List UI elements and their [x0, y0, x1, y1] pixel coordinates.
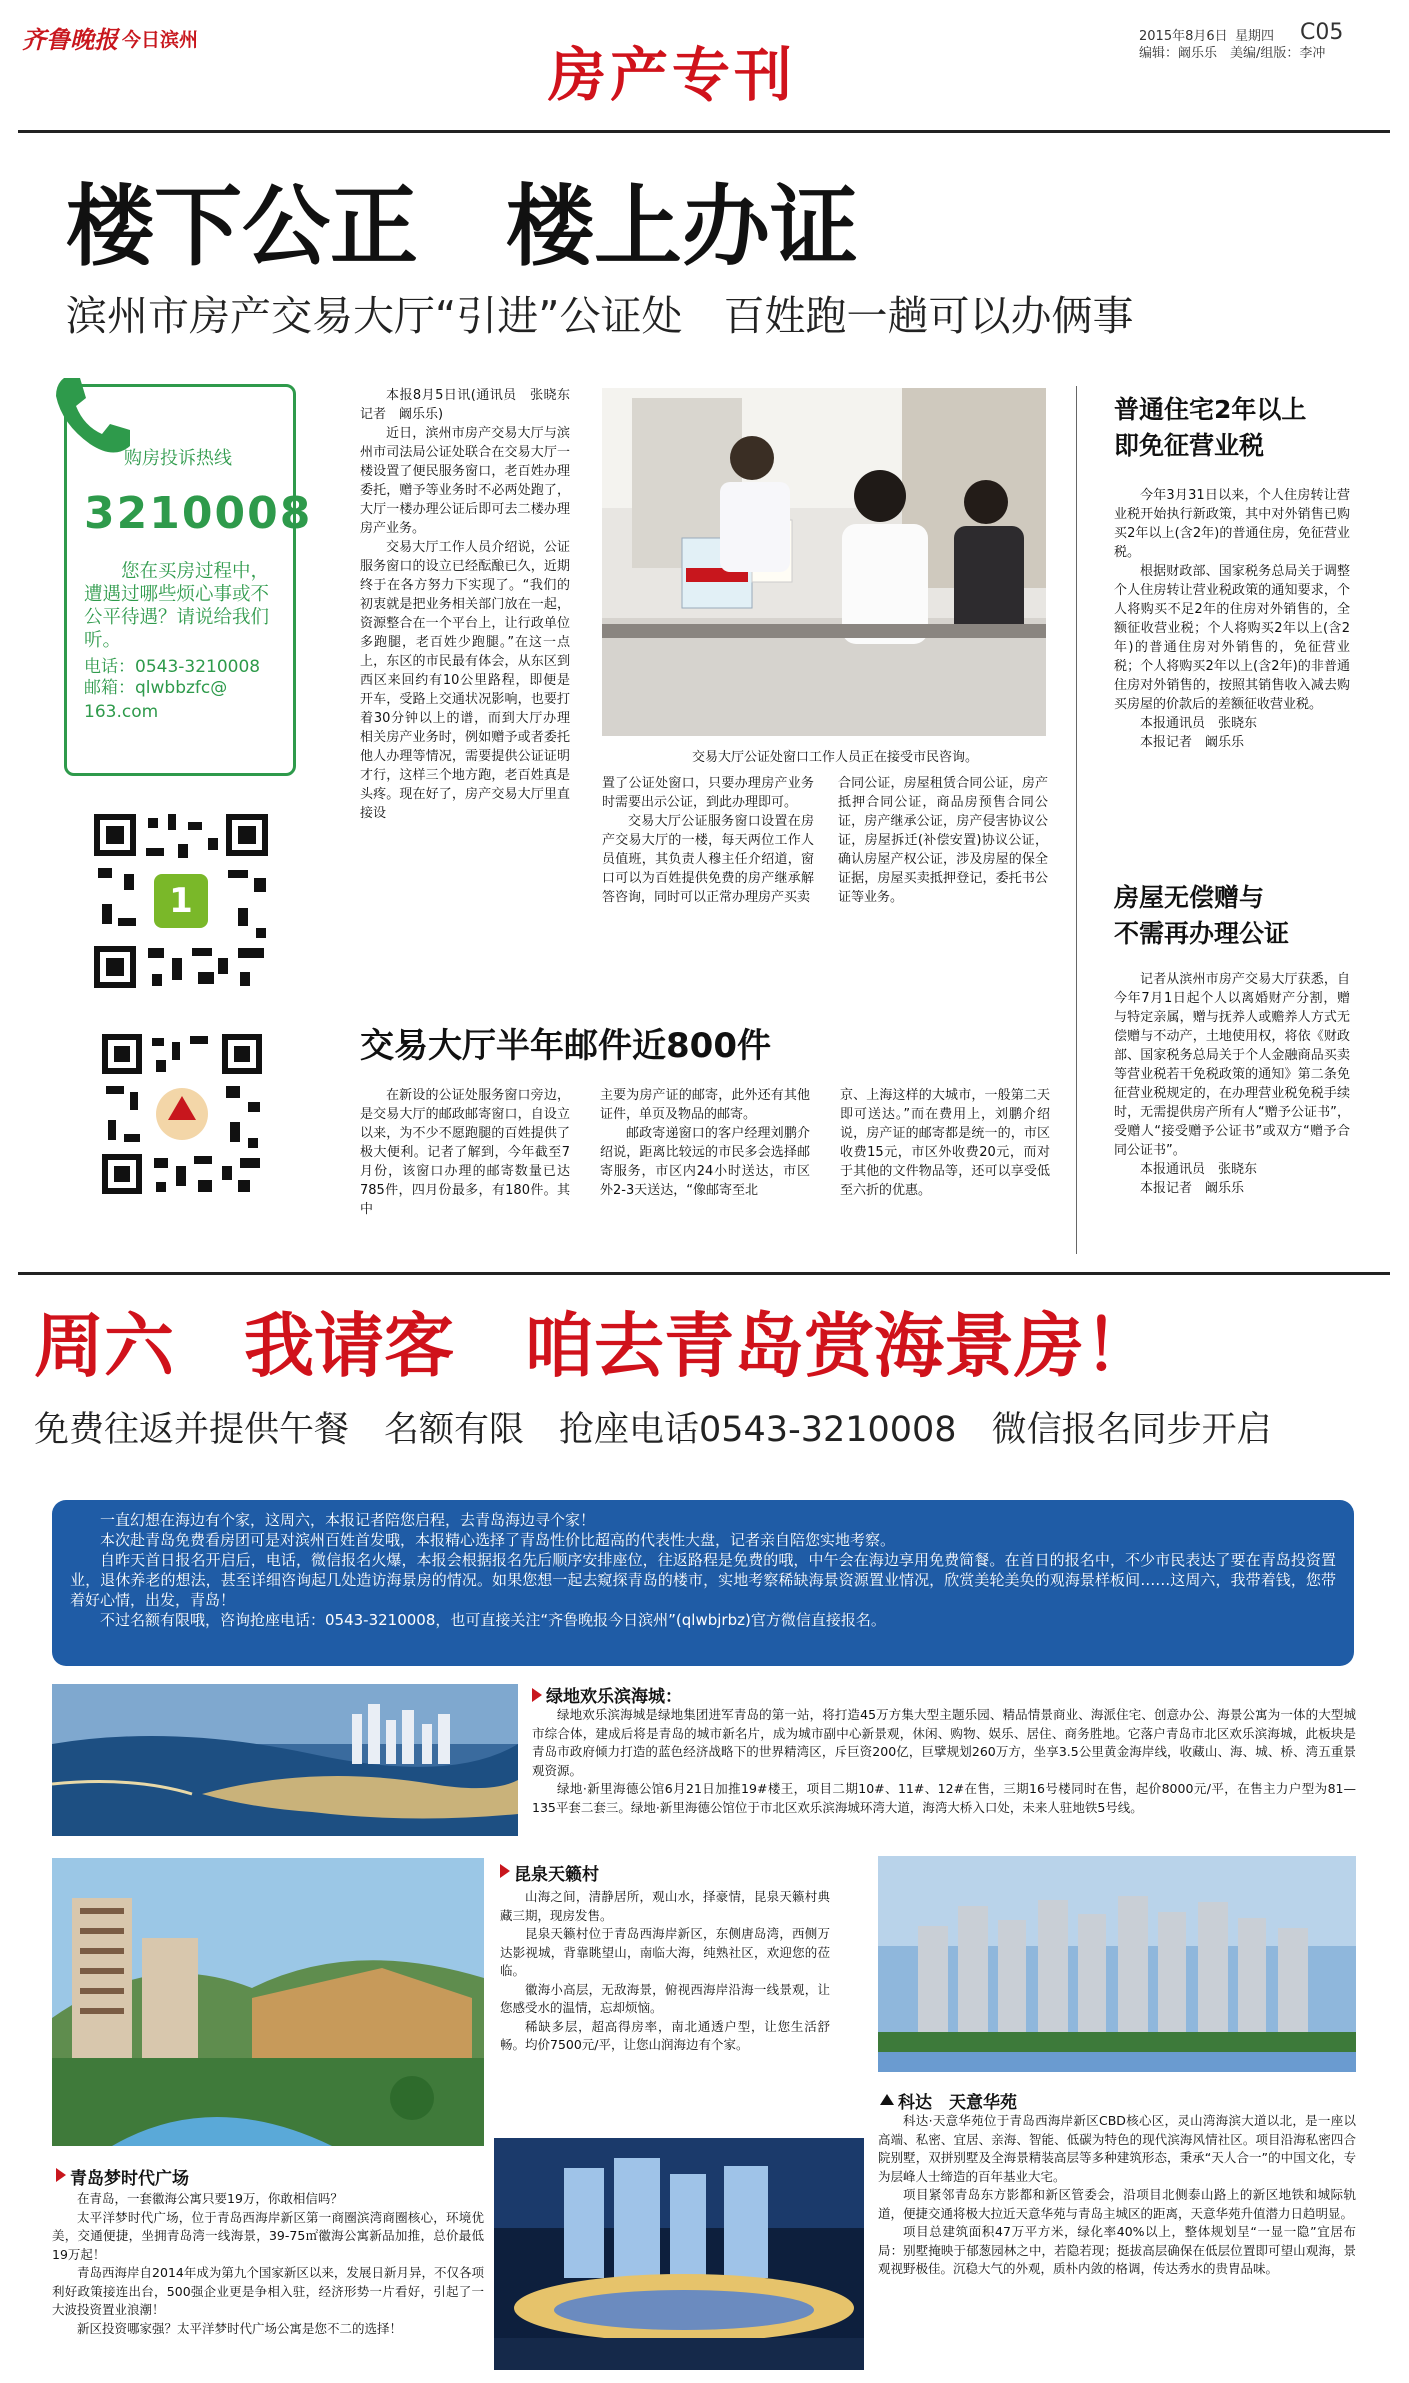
sub-col2: [600, 1086, 810, 1200]
side1-p1: 今年3月31日以来，个人住房转让营业税开始执行新政策，其中对外销售已购买2年以上(含2年)的普通住房，免征营业税。: [1114, 488, 1350, 560]
lvdi-p1: 绿地欢乐滨海城是绿地集团进军青岛的第一站，将打造45万方集大型主题乐园、精品情景商业、海派住宅、创意办公、海景公寓为一体的大型城市综合体，建成后将是青岛的城市新名片，成为城市副中心新景观，休闲、购物、娱乐、居住、商务胜地。它落户青岛市北区欢乐滨海城，此板块是青岛市政府倾力打造的蓝色经济战略下的世界精湾区，斥巨资200亿，巨擘规划260万方，坐享3.5公里黄金海岸线，收藏山、海、城、桥、湾五重景观资源。: [532, 1707, 1356, 1778]
ad-subline: 免费往返并提供午餐 名额有限 抢座电话0543-3210008 微信报名同步开启: [34, 1410, 1272, 1450]
hotline-label: 购房投诉热线: [124, 448, 232, 469]
ad-intro-p3: 自昨天首日报名开启后，电话，微信报名火爆，本报会根据报名先后顺序安排座位，往返路程是免费的哦，中午会在海边享用免费简餐。在首日的报名中，不少市民表达了要在青岛投资置业，退休养老的想法，甚至详细咨询起几处造访海景房的情况。如果您想一起去窥探青岛的楼市，实地考察稀缺海景资源置业情况，欣赏美轮美奂的观海景样板间……这周六，我带着钱，您带着好心情，出发，青岛！: [70, 1551, 1336, 1609]
side2-title-line1: 房屋无偿赠与: [1114, 883, 1265, 912]
masthead-section: 今日滨州: [122, 29, 199, 51]
sub-col1: [360, 1086, 570, 1219]
main-subheadline: 滨州市房产交易大厅“引进”公证处 百姓跑一趟可以办俩事: [66, 292, 1134, 340]
hotline-email: [84, 676, 227, 724]
issue-date: 2015年8月6日: [1139, 29, 1228, 44]
main-headline: 楼下公正 楼上办证: [66, 175, 859, 278]
sub-p1: 在新设的公证处服务窗口旁边，是交易大厅的邮政邮寄窗口，自设立以来，为不少不愿跑腿的百姓提供了极大便利。记者了解到，今年截至7月份，该窗口办理的邮寄数量已达785件，四月份最多，有180件。其中: [360, 1088, 570, 1217]
qingdao-p2: 太平洋梦时代广场，位于青岛西海岸新区第一商圈滨湾商圈核心，环境优美，交通便捷，坐拥青岛湾一线海景，39-75㎡徽海公寓新品加推，总价最低19万起！: [52, 2209, 484, 2262]
side1-title: [1114, 392, 1306, 464]
side2-title: [1114, 880, 1289, 952]
issue-weekday: 星期四: [1235, 29, 1275, 44]
qingdao-p3: 青岛西海岸自2014年成为第九个国家新区以来，发展日新月异，不仅各项利好政策接连出台，500强企业更是争相入驻，经济形势一片看好，引起了一大波投资置业浪潮！: [52, 2265, 484, 2317]
article-col1: [360, 386, 584, 823]
hotline-number: 3210008: [84, 488, 313, 539]
lvdi-title: 绿地欢乐滨海城：: [546, 1687, 682, 1707]
lvdi-body: [532, 1706, 1356, 1817]
ad-intro-p2: 本次赴青岛免费看房团可是对滨州百姓首发哦，本报精心选择了青岛性价比超高的代表性大盘，记者亲自陪您实地考察。: [100, 1531, 896, 1549]
side2-byline2: 本报记者 阚乐乐: [1140, 1181, 1245, 1196]
article-p1: 本报8月5日讯(通讯员 张晓东 记者 阚乐乐): [360, 388, 584, 422]
side1-p2: 根据财政部、国家税务总局关于调整个人住房转让营业税政策的通知要求，个人将购买不足2年的住房对外销售的，全额征收营业税；个人将购买2年以上(含2年)的普通住房对外销售的，免征营业税；个人将购买2年以上(含2年)的非普通住房对外销售的，按照其销售收入减去购买房屋的价款后的差额征收营业税。: [1114, 564, 1350, 712]
side1-title-line2: 即免征营业税: [1114, 431, 1265, 460]
qr-code-1: [88, 808, 274, 994]
side1-title-line1: 普通住宅2年以上: [1114, 395, 1307, 424]
qingdao-p4: 新区投资哪家强？太平洋梦时代广场公寓是您不二的选择！: [77, 2320, 403, 2336]
page-number: C05: [1300, 20, 1344, 45]
qingdao-body: [52, 2190, 484, 2338]
qingdao-p1: 在青岛，一套徽海公寓只要19万，你敢相信吗？: [77, 2191, 343, 2206]
article-p2: 近日，滨州市房产交易大厅与滨州市司法局公证处联合在交易大厅一楼设置了便民服务窗口，老百姓办理委托，赠予等业务时不必两处跑了，大厅一楼办理公证后即可去二楼办理房产业务。: [360, 426, 570, 536]
side1-byline2: 本报记者 阚乐乐: [1140, 735, 1245, 750]
kunquan-p2: 昆泉天籁村位于青岛西海岸新区，东侧唐岛湾，西侧万达影视城，背靠眺望山，南临大海，纯熟社区，欢迎您的莅临。: [500, 1926, 830, 1978]
keda-p1: 科达·天意华苑位于青岛西海岸新区CBD核心区，灵山湾海滨大道以北，是一座以高端、私密、宜居、亲海、智能、低碳为特色的现代滨海风情社区。项目沿海私密四合院别墅，双拼别墅及全海景精装高层等多种建筑形态，秉承“天人合一”的中国文化，专为层峰人士缔造的百年基业大宅。: [878, 2113, 1356, 2184]
article-p3: 交易大厅工作人员介绍说，公证服务窗口的设立已经酝酿已久，近期终于在各方努力下实现了。“我们的初衷就是把业务相关部门放在一起，资源整合在一个平台上，让行政单位多跑腿，老百姓少跑腿。”在这一点上，东区的市民最有体会，从东区到西区来回约有10公里路程，即便是开车，受路上交通状况影响，也要打着30分钟以上的谱，而到大厅办理相关房产业务时，例如赠予或者委托他人办理等情况，需要提供公证证明才行，这样三个地方跑，老百姓真是头疼。现在好了，房产交易大厅里直接设: [360, 540, 570, 821]
masthead-logo: 齐鲁晚报: [22, 25, 118, 54]
hotline-email-line2: 163.com: [84, 702, 159, 722]
qingdao-photo: [52, 1858, 484, 2146]
side1-body: [1114, 486, 1350, 752]
keda-p2: 项目紧邻青岛东方影都和新区管委会，沿项目北侧泰山路上的新区地铁和城际轨道，便捷交通将极大拉近天意华苑与青岛主城区的距离，天意华苑升值潜力日趋明显。: [878, 2187, 1356, 2221]
kunquan-p3: 徽海小高层，无敌海景，俯视西海岸沿海一线景观，让您感受水的温情，忘却烦恼。: [500, 1981, 830, 2015]
hotline-text: 您在买房过程中，遭遇过哪些烦心事或不公平待遇？请说给我们听。: [84, 561, 270, 651]
article-p6: 合同公证，房屋租赁合同公证，房产抵押合同公证，商品房预售合同公证，房产继承公证，房产侵害协议公证，房屋拆迁(补偿安置)协议公证，确认房屋产权公证，涉及房屋的保全证据，房屋买卖抵押登记，委托书公证等业务。: [838, 776, 1048, 905]
keda-photo: [878, 1856, 1356, 2072]
sub-col3: [840, 1086, 1050, 1200]
sub-headline: 交易大厅半年邮件近800件: [360, 1026, 771, 1066]
article-col3: [838, 774, 1048, 907]
article-photo: [602, 388, 1046, 736]
kunquan-p4: 稀缺多层，超高得房率，南北通透户型，让您生活舒畅。均价7500元/平，让您山润海边有个家。: [500, 2018, 830, 2052]
header-divider: [18, 130, 1390, 133]
sub-p2: 主要为房产证的邮寄，此外还有其他证件，单页及物品的邮寄。: [600, 1088, 810, 1122]
lvdi-title-marker: [532, 1688, 542, 1702]
ad-intro-p1: 一直幻想在海边有个家，这周六，本报记者陪您启程，去青岛海边寻个家！: [100, 1511, 596, 1529]
hotline-phone: 电话：0543-3210008: [84, 657, 261, 677]
sub-p3: 邮政寄递窗口的客户经理刘鹏介绍说，距离比较远的市民多会选择邮寄服务，市区内24小时送达，市区外2-3天送达，“像邮寄至北: [600, 1126, 810, 1198]
kunquan-body: [500, 1888, 830, 2055]
kunquan-title: 昆泉天籁村: [514, 1865, 599, 1885]
kunquan-p1: 山海之间，清静居所，观山水，择豪情，昆泉天籁村典藏三期，现房发售。: [500, 1889, 830, 1923]
kunquan-photo: [494, 2138, 864, 2370]
qingdao-title-marker: [56, 2168, 66, 2182]
section-divider: [18, 1272, 1390, 1275]
editor-credit: 编辑：阚乐乐 美编/组版：李冲: [1139, 46, 1326, 61]
side2-byline1: 本报通讯员 张晓东: [1140, 1162, 1258, 1177]
article-p5: 交易大厅公证服务窗口设置在房产交易大厅的一楼，每天两位工作人员值班，其负责人穆主任介绍道，窗口可以为百姓提供免费的房产继承解答咨询，同时可以正常办理房产买卖: [602, 814, 814, 905]
lvdi-photo: [52, 1684, 518, 1836]
qingdao-title: 青岛梦时代广场: [70, 2169, 189, 2189]
column-divider: [1076, 386, 1077, 1254]
lvdi-p2: 绿地·新里海德公馆6月21日加推19#楼王，项目二期10#、11#、12#在售，三期16号楼同时在售，起价8000元/平，在售主力户型为81—135平套二套三。绿地·新里海德公馆位于市北区欢乐滨海城环湾大道，海湾大桥入口处，未来人驻地铁5号线。: [532, 1781, 1356, 1815]
ad-intro-p4: 不过名额有限哦，咨询抢座电话：0543-3210008，也可直接关注“齐鲁晚报今日滨州”(qlwbjrbz)官方微信直接报名。: [100, 1611, 886, 1629]
article-col2: [602, 774, 814, 907]
side1-byline1: 本报通讯员 张晓东: [1140, 716, 1258, 731]
keda-body: [878, 2112, 1356, 2279]
side2-p1: 记者从滨州市房产交易大厅获悉，自今年7月1日起个人以离婚财产分割，赠与特定亲属，赠与抚养人或赡养人方式无偿赠与不动产，土地使用权，将依《财政部、国家税务总局关于个人金融商品买卖等营业税若干免税政策的通知》第二条免征营业税规定的，在办理营业税免税手续时，无需提供房产所有人“赠予公证书”，受赠人“接受赠予公证书”或双方“赠予合同公证书”。: [1114, 972, 1350, 1158]
page-title: 房产专刊: [548, 41, 797, 109]
svg-text:1: 1: [169, 881, 193, 921]
sub-p4: 京、上海这样的大城市，一般第二天即可送达。”而在费用上，刘鹏介绍说，房产证的邮寄都是统一的，市区收费15元，市区外收费20元，而对于其他的文件物品等，还可以享受低至六折的优惠。: [840, 1088, 1050, 1198]
qr-code-2: [98, 1030, 266, 1198]
hotline-email-line1: 邮箱：qlwbbzfc@: [84, 678, 228, 698]
keda-p3: 项目总建筑面积47万平方米，绿化率40%以上，整体规划呈“一显一隐”宜居布局：别墅掩映于郁葱园林之中，若隐若现；挺拔高层确保在低层位置即可望山观海，景观视野极佳。沉稳大气的外观，质朴内敛的格调，传达秀水的贵胄品味。: [878, 2224, 1356, 2276]
keda-title: 科达 天意华苑: [898, 2093, 1017, 2113]
side2-body: [1114, 970, 1350, 1198]
article-p4: 置了公证处窗口，只要办理房产业务时需要出示公证，到此办理即可。: [602, 776, 814, 810]
ad-intro-box: [52, 1500, 1354, 1666]
side2-title-line2: 不需再办理公证: [1114, 919, 1290, 948]
keda-title-marker: [880, 2094, 894, 2105]
photo-caption: 交易大厅公证处窗口工作人员正在接受市民咨询。: [692, 750, 979, 765]
ad-headline: 周六 我请客 咱去青岛赏海景房！: [34, 1305, 1154, 1387]
kunquan-title-marker: [500, 1864, 510, 1878]
